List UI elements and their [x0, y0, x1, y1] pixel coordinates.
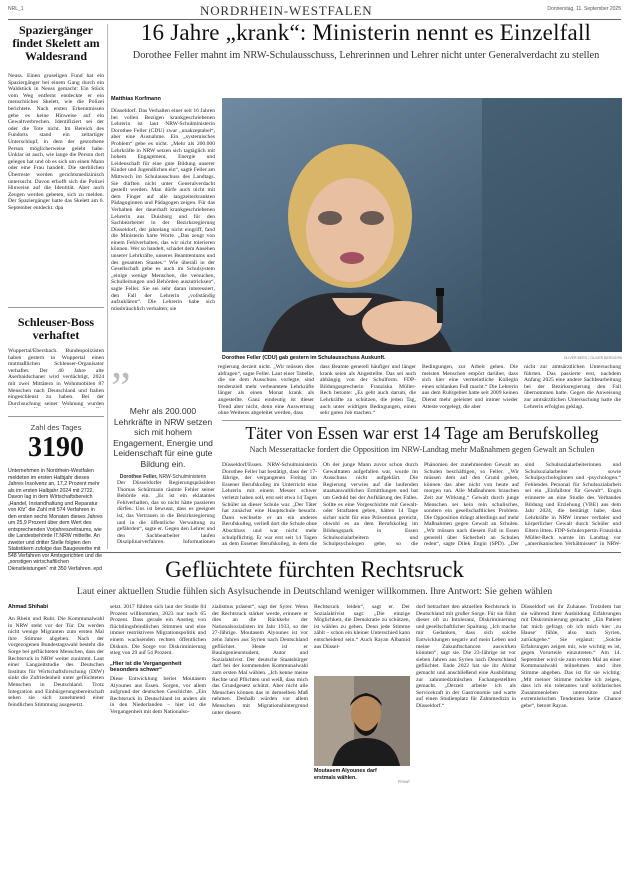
lead-quote-follow: Der Düsseldorfer Regierungspräsident Thomas Schürmann räumte Fehler seiner Behörde ein. „Es ist ein eklatantes Fehlverhalten, das so nicht hätte passieren dürfen. Uns ist bewusst, dass es geeignet ist, das Vertrauen in die Bezirksregierung und in die öffentliche Verwaltung zu gefährden“, sagte er. Gegen den Lehrer und den Sachbearbeiter laufen Disziplinarverfahren. Informationen: [117, 480, 215, 546]
photo-caption: Dorothee Feller (CDU) gab gestern im Schulausschuss Auskunft.: [222, 355, 386, 361]
story2-subhead: Nach Messerattacke fordert die Opposition im NRW-Landtag mehr Maßnahmen gegen Gewalt an Schulen: [249, 445, 595, 454]
page-code: NRL_1: [8, 6, 24, 12]
zahl-text: Unternehmen in Nordrhein-Westfalen meldeten im ersten Halbjahr dieses Jahres Insolvenz an, 17,2 Prozent mehr als im ersten Halbjahr 2024 mit 2722. Davon lag in dem Wirtschaftsbereich „Handel, Instandhaltung und Reparatur von Kfz“ die Zahl mit 574 Verfahren in den ersten sechs Monaten dieses Jahres um 25,9 Prozent über dem Wert des entsprechenden Vorjahreszeitraums, wie die Landesbehörde IT.NRW mitteilte. An zweiter und dritter Stelle folgten den Statistikern zufolge das Baugewerbe mit 548 Verfahren vor Amtsgerichten und die „sonstigen wirtschaftlichen Dienstleistungen“ mit 350 Verfahren. epd: [8, 468, 103, 572]
story3-subhead: Laut einer aktuellen Studie fühlen sich Asylsuchende in Deutschland weniger willkommen. Ihre Antwort: Sie gehen wählen: [76, 586, 553, 597]
story3-col-5: dorf betrachtet den aktuellen Rechtsruck in Deutschland mit großer Sorge. Für sie führt dieser oft zu Intoleranz, Diskriminierung und gesellschaftlicher Spaltung. „Ich mache mir Gedanken, dass sich solche Entwicklungen negativ auf mein Leben und meine Zukunftschancen auswirken könnten“, sagt sie. Die 23-Jährige ist vor sieben Jahren aus Syrien nach Deutschland geflüchtet. Ende 2022 hat sie ihr Abitur gemacht und anschließend eine Ausbildung zur zahnmedizinischen Fachangestellten gemacht. „Derzeit arbeite ich als Servicekraft in der Gastronomie und warte auf einen Studienplatz für Zahnmedizin in Düsseldorf.“: [416, 604, 516, 709]
story3-col-3: zialismus präsent“, sagt der Syrer. Wenn der Rechtsruck stärker werde, erinnere er dies an die Rückkehr der Nationalsozialisten im Jahr 1933, so der 27-Jährige. Moutasem Alyounes ist vor zehn Jahren aus Syrien nach Deutschland geflüchtet. Heute ist er Bauingenieurstudent, Autor und Sozialaktivist. Der deutsche Staatsbürger darf bei der kommenden Kommunalwahl zum ersten Mal wählen. „Ich kenne meine Rechte und Pflichten und weiß, dass mich das Grundgesetz schützt. Aber nicht alle Menschen können das in demselben Maß nehmen. Deshalb würden vor allem Menschen mit Migrationshintergrund unter diesem: [212, 604, 308, 716]
quote-speaker: Dorothee Feller,: [119, 474, 158, 480]
lead-col-2: regierung derzeit nicht. „Wir müssen dies abfragen“, sagte Feller. Laut einer Tabelle, die sie dem Ausschuss vorlegte, sind tendenziell mehr verbeamtete Lehrkräfte länger als einen Monat krank als angestellte. Ganz eindeutig ist dieser Trend aber nicht, denn eine Auswertung ohne Weiteres abgeleitet werden, dass: [218, 364, 314, 416]
zahl-number: 3190: [28, 432, 84, 463]
story2-col-1: Düsseldorf/Essen. NRW-Schulministerin Dorothee Feller hat bestätigt, dass der 17-Jährige, der vergangenen Freitag im Essener Berufskolleg im Unterricht eine Lehrerin mit einem Messer schwer verletzt haben soll, erst seit etwa 14 Tagen Schüler an dieser Schule war. „Der Täter hat zunächst eine Hauptschule besucht. Dann wechselte er an ein anderes Berufskolleg, verließ dort die Schule ohne Abschluss und war nicht mehr schulpflichtig. Er war erst seit 14 Tagen an dem Essener Berufskolleg, in dem die: [222, 462, 317, 548]
date: Donnerstag, 11. September 2025: [547, 6, 621, 12]
photo-credit: OLIVER BERG / OLIVER BERG/DPA: [563, 356, 622, 360]
lead-col-4: Bedingungen, zur Arbeit gehen. Die meisten Menschen empört darüber, dass sich hier eine vermeintliche Kollegin einen schlanken Fuß macht.“ Die Lehrerin aus dem Ruhrgebiet hatte seit 2009 keinen Dienst mehr geleistet und immer wieder Atteste vorgelegt, die aber: [422, 364, 518, 410]
story3-subheading: „Hier ist die Vergangenheit besonders schwer“: [110, 660, 182, 674]
story2-col-2: Ob der junge Mann zuvor schon durch Gewalttaten aufgefallen war, wurde im Ausschuss nicht aufgeklärt. Die Regierung verwies auf die laufenden staatsanwaltlichen Ermittlungen und bat um Geduld bei der Aufklärung des Falles. Sollte es eine Vorgeschichte mit Gewalt- oder Straftaten geben, hätten 14 Tage sicher nicht für eine Prävention gereicht, obwohl es an dem Berufskolleg im Bildungspark in Essen Schulsozialarbeitern und Schulpsychologen gebe, so die: [323, 462, 418, 548]
author: Matthias Korfmann: [111, 96, 161, 102]
lead-col-1: Düsseldorf. Das Verhalten einer seit 16 Jahren bei vollen Bezügen krankgeschriebenen Lehrerin ist laut NRW-Schulministerin Dorothee Feller (CDU) zwar „unakzeptabel“, aber eine Ausnahme. Ein „systemisches Problem“ gebe es nicht. „Mehr als 200.000 Lehrkräfte in NRW setzen sich tagtäglich mit hohem Engagement, Energie und Leidenschaft für eine gute Bildung unserer Kinder und Jugendlichen ein“, sagte Feller am Mittwoch im Schulausschuss des Landtags. Sie dürften nicht unter Generalverdacht gestellt werden. Man dürfe auch nicht mit dem Finger auf alle langzeiterkrankten Pädagoginnen und Pädagogen zeigen. Für das Verhalten der dauerhaft krankgeschriebenen Lehrerin aus Duisburg und für den Sachbearbeiter in der Bezirksregierung Düsseldorf, der jahrelang nicht eingriff, fand die Ministerin harte Worte. „Das zeugt von einem Fehlverhalten, das wir nicht tolerieren können. Wer so handelt, schadet dem Ansehen unserer Lehrkräfte, unseres Beamtentums und des gesamten Staates.“ Wie überall in der Gesellschaft gebe es auch im Schulsystem „einige wenige Menschen, die versuchen, Schulleitungen und Behörden auszutricksen“, sagte Feller. Sie sei sehr daran interessiert, den Fall der Lehrerin „vollständig aufzuklären“. Die Lehrerin habe sich missbräuchlich verhalten; sie: [111, 108, 215, 312]
zahl-label: Zahl des Tages: [30, 423, 82, 432]
quote-role: NRW-Schulministerin: [158, 474, 207, 480]
lead-col-5: nicht zur amtsärztlichen Untersuchung führten. Das passierte erst, nachdem Anfang 2025 eine andere Sachbearbeitung bei der Bezirksregierung den Fall übernommen hatte. Gegen die Anweisung zur amtsärztlichen Untersuchung hatte die Lehrerin erfolglos geklagt.: [524, 364, 621, 410]
story3-col-1: An Rhein und Ruhr. Die Kommunalwahl in NRW steht vor der Tür. Da werden nicht wenige Migranten zum ersten Mal ihre Stimme abgeben. Nach der vorgezogenen Bundestagswahl besteht die Sorge bei geflüchteten Menschen, dass der Rechtsruck in NRW weiter zunimmt. Laut einer Langzeitstudie des Deutschen Instituts für Wirtschaftsforschung (DIW) sinkt die Zufriedenheit unter geflüchteten Menschen in Deutschland. Trotz Integration und Einbürgerungsbereitschaft sehen sie sich zunehmend einer feindlichen Stimmung ausgesetzt.: [8, 616, 104, 708]
story3-col-2a: setzt. 2017 fühlten sich laut der Studie 84 Prozent willkommen, 2023 nur noch 65 Prozent. Dass gerade ein Anstieg von flüchtlingsfeindlichen Stimmen und eine immer restriktivere Migrationspolitik und einem wachsenden rechten öffentlichen Diskurs. Die Sorge vor Diskriminierung stieg von 29 auf 54 Prozent.: [110, 604, 206, 657]
story3-col-4a: Rechtsruck leiden“, sagt er. Der Sozialaktivist sagt: „Die einzige Möglichkeit, die Demokratie zu schützen, ist wählen zu gehen. Denn jede Stimme zählt – schon ein kleiner Unterschied kann entscheidend sein.“ Auch Rayan Albamid aus Düssel-: [314, 604, 410, 650]
left-column: [8, 24, 104, 608]
photo-credit: PRIVAT: [397, 780, 410, 784]
story2-col-4: sind Schulsozialarbeiterinnen und Schulsozialarbeiter sowie Schulpsychologinnen und -psychologen.“ Fehlendes Personal für Schulsozialarbeit sei ein „Einfallstor für Gewalt“. Engin erinnerte an eine Studie des Verbandes Bildung und Erziehung (VBE) aus dem Jahr 2024, die bestätigt habe, dass Lehrkräfte in NRW immer verbaler und körperlicher Gewalt durch Schüler und Eltern litten. FDP-Schulexpertin Franziska Müller-Rech warnte im Landtag vor „amerikanischen Verhältnissen“ in NRW-: [525, 462, 621, 548]
photo-caption: Moutasem Alyounes darf erstmals wählen.: [314, 768, 377, 781]
section-title: NORDRHEIN-WESTFALEN: [200, 3, 373, 18]
story3-headline: Geflüchtete fürchten Rechtsruck: [165, 557, 464, 582]
story-text: Wuppertal/Ebersbach. Bundespolizisten haben gestern in Wuppertal einen mutmaßlichen Schleuser-Organisator verhaftet. Der 40 Jahre alte Aserbaidschaner wird verdächtigt, 2024 mit zwei Mittätern in Wohnmobilen 87 Menschen nach Deutschland und Italien eingeschleust zu haben. Bei der Durchsuchung seiner Wohnung wurden: [8, 348, 104, 407]
story3-col-6: Düsseldorf sei ihr Zuhause. Trotzdem hat sie während ihrer Ausbildung Erfahrungen mit Diskriminierung gemacht: „Ein Patient hat mich gefragt, ob ich mich hier ‚zu Hause‘ fühle, also nach Syrien, zurückgehe.“ Sie ergänzt: „Solche Erfahrungen zeigen mir, wie wichtig es ist, gegen Vorurteile einzutreten.“ Am 14. September wird sie zum ersten Mal an einer Kommunalwahl teilnehmen und ihre Stimme abgeben. Das ist für sie wichtig: „Mit meiner Stimme möchte ich zeigen, dass ich ein tolerantes und solidarisches Zusammenleben unterstütze und extremistischen Tendenzen keine Chance gebe“, betont Rayan.: [521, 604, 621, 709]
lead-col-3: dass Beamte generell häufiger und länger krank seien als Angestellte. Das sei auch abhängig von der Schulform. FDP-Bildungssprecherin Franziska Müller-Rech betonte: „Es geht auch darum, die Lehrkräfte zu schützen, die jeden Tag, auch unter widrigen Bedingungen, einen sehr guten Job machen.“: [320, 364, 416, 416]
story-headline: Schleuser-Boss verhaftet: [8, 307, 104, 342]
story2-headline: Täter von Essen war erst 14 Tage am Berufskolleg: [245, 423, 599, 443]
lead-subhead: Dorothee Feller mahnt im NRW-Schulausschuss, Lehrerinnen und Lehrer nicht unter Generalverdacht zu stellen: [132, 50, 600, 61]
pull-quote: ” Mehr als 200.000 Lehrkräfte in NRW setzen sich mit hohem Engagement, Energie und Leidenschaft für eine gute Bildung ein. Dorothee Feller, NRW-Schulministerin: [111, 370, 215, 480]
story-headline: Spaziergänger findet Skelett am Waldesrand: [12, 23, 100, 63]
story3-col-2b: Diese Entwicklung beriet Moutasem Alyounes aus Essen. Sorgen, vor allem aufgrund der deutschen Geschichte. „Ein Rechtsruck in Deutschland ist anders als in den Niederlanden – hier ist die Vergangenheit mit dem Nationalso-: [110, 675, 206, 715]
story2-col-3: Phänomen der zunehmenden Gewalt an Schulen beschäftigen, so Feller. „Wir müssen dem auf den Grund gehen, können das aber nicht von heute auf morgen tun. Alle Maßnahmen brauchen Zeit zur Wirkung.“ Gewalt durch junge Menschen sei kein rein schulisches, sondern ein gesellschaftliches Problem. Die Opposition drängt allerdings auf mehr Maßnahmen gegen Gewalt an Schulen. „Wir müssen nach diesem Fall in Essen generell über Sicherheit an Schulen reden“, sagte Dilek Engin (SPD). „Der: [424, 462, 519, 548]
minister-photo: [222, 98, 622, 352]
alyounes-photo: [314, 676, 410, 766]
quote-text: Mehr als 200.000 Lehrkräfte in NRW setzen sich mit hohem Engagement, Energie und Leidenschaft für eine gute Bildung ein.: [113, 406, 213, 469]
lead-headline: 16 Jahre „krank“: Ministerin nennt es Einzelfall: [140, 20, 592, 45]
author: Ahmad Shihabi: [8, 604, 49, 610]
story-text: Neuss. Einen gruseligen Fund hat ein Spaziergänger bei einem Gang durch ein Waldstück in Neuss gemacht: Ein Stück vom Weg entfernt entdeckte er ein menschliches Skelett, wie die Polizei berichtete. Nach ersten Erkenntnissen gebe es keine Hinweise auf ein Gewaltverbrechen. Identifiziert sei der oder die Tote nicht. Im Bereich des Fundorts stand ein zeltartiger Unterschlupf, in dem der gestorbene Person möglicherweise gelebt habe. Unklar ist auch, wie lange die Person dort gelegen hat und ob es sich um einen Mann oder eine Frau handelt. Die sterblichen Überreste werden gerichtsmedizinisch untersucht. Davon erhofft sich die Polizei Hinweise auf die Identität. Aber auch Zeugen werden gebeten, sich zu melden. Der Spaziergänger hatte das Skelett am 6. September entdeckt. dpa: [8, 73, 104, 211]
